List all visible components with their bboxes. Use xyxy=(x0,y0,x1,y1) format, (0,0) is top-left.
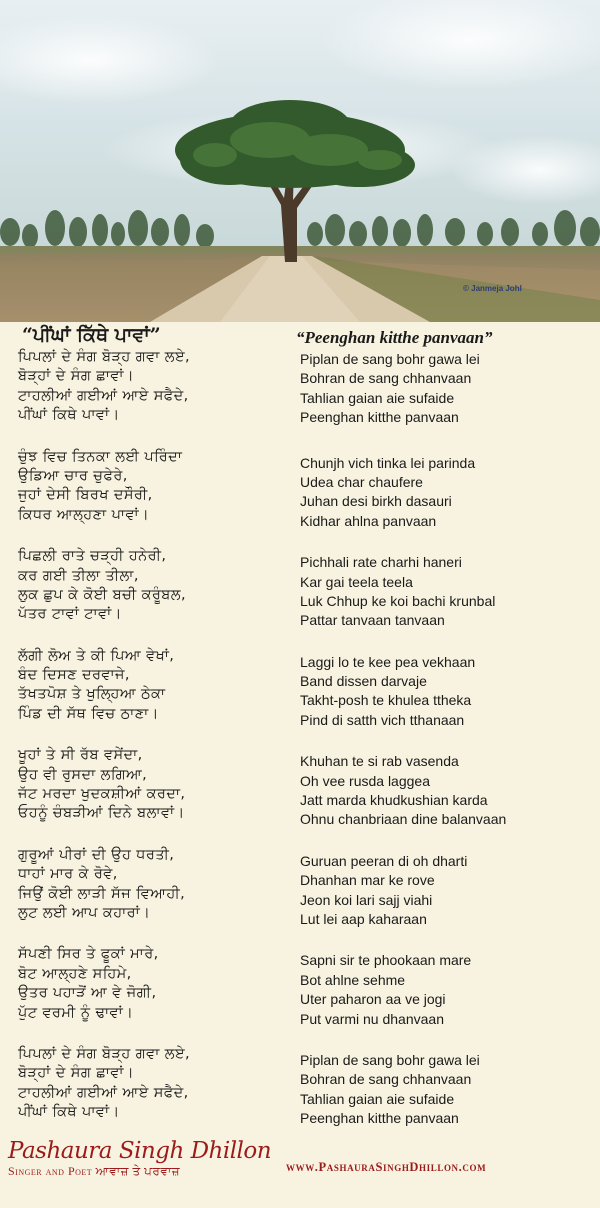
poem-line: Bohran de sang chhanvaan xyxy=(300,370,472,387)
poem-line: Tahlian gaian aie sufaide xyxy=(300,389,455,406)
poem-line: ਟਾਹਲੀਆਂ ਗਈਆਂ ਆਏ ਸਫੈਦੇ, xyxy=(18,1084,189,1101)
poem-line: ਪੁੱਟ ਵਰਮੀ ਨੂੰ ਢਾਵਾਂ। xyxy=(18,1004,134,1021)
punjabi-stanzas xyxy=(18,348,298,1123)
poem-line: Oh vee rusda laggea xyxy=(300,772,430,789)
poem-line: Jatt marda khudkushian karda xyxy=(300,792,488,809)
romanized-column xyxy=(296,322,600,1129)
stanza xyxy=(300,553,600,631)
poem-line: ਬੰਦ ਦਿਸਣ ਦਰਵਾਜੇ, xyxy=(18,667,130,684)
stanza xyxy=(18,448,298,526)
poem-line: ਕਰ ਗਈ ਤੀਲਾ ਤੀਲਾ, xyxy=(18,567,139,584)
poem-line: Ohnu chanbriaan dine balanvaan xyxy=(300,811,507,828)
poem-line: Laggi lo te kee pea vekhaan xyxy=(300,653,476,670)
poem-line: ਧਾਹਾਂ ਮਾਰ ਕੇ ਰੋਵੇ, xyxy=(18,866,118,883)
author-subtitle: Singer and Poet ਆਵਾਜ਼ ਤੇ ਪਰਵਾਜ਼ xyxy=(8,1164,181,1178)
poem-line: ਲੁਟ ਲਈ ਆਪ ਕਹਾਰਾਂ। xyxy=(18,904,151,921)
poem-line: ਪਿੰਡ ਦੀ ਸੱਥ ਵਿਚ ਠਾਣਾ। xyxy=(18,705,159,722)
poem-line: ਲੱਗੀ ਲੋਅ ਤੇ ਕੀ ਪਿਆ ਵੇਖਾਂ, xyxy=(18,647,175,664)
poem-line: Takht-posh te khulea ttheka xyxy=(300,692,472,709)
poem-line: Pattar tanvaan tanvaan xyxy=(300,612,445,629)
stanza xyxy=(18,846,298,924)
stanza xyxy=(300,752,600,830)
poem-line: ਕਿਧਰ ਆਲ੍ਹਣਾ ਪਾਵਾਂ। xyxy=(18,506,150,523)
poem-line: ਗੁਰੂਆਂ ਪੀਰਾਂ ਦੀ ਉਹ ਧਰਤੀ, xyxy=(18,846,175,863)
poem-line: ਪਿਪਲਾਂ ਦੇ ਸੰਗ ਬੋੜ੍ਹ ਗਵਾ ਲਏ, xyxy=(18,1045,191,1062)
poem-line: Bot ahlne sehme xyxy=(300,971,406,988)
poem-line: Uter paharon aa ve jogi xyxy=(300,991,446,1008)
poem-line: Bohran de sang chhanvaan xyxy=(300,1071,472,1088)
landscape-photo xyxy=(0,0,600,322)
poem-line: ਤੱਖਤਪੋਸ਼ ਤੇ ਖੁਲ੍ਹਿਆ ਠੇਕਾ xyxy=(18,686,166,703)
poem-line: Guruan peeran di oh dharti xyxy=(300,852,468,869)
poem-line: Jeon koi lari sajj viahi xyxy=(300,891,433,908)
poem-line: Piplan de sang bohr gawa lei xyxy=(300,351,480,367)
poem-line: ਜਿਉਂ ਕੋਈ ਲਾੜੀ ਸੱਜ ਵਿਆਹੀ, xyxy=(18,885,186,902)
poem-line: Khuhan te si rab vasenda xyxy=(300,753,459,770)
stanza xyxy=(300,350,600,428)
poem-line: Pichhali rate charhi haneri xyxy=(300,554,462,571)
poem-line: ਓਹਨੂੰ ਚੰਬੜੀਆਂ ਦਿਨੇ ਬਲਾਵਾਂ। xyxy=(18,805,185,822)
poem-line: ਬੋੜ੍ਹਾਂ ਦੇ ਸੰਗ ਛਾਵਾਂ। xyxy=(18,368,135,385)
stanza xyxy=(300,1051,600,1129)
poem-line: ਬੋਟ ਆਲ੍ਹਣੇ ਸਹਿਮੇ, xyxy=(18,965,132,982)
poem-line: Band dissen darvaje xyxy=(300,673,427,690)
poem-line: Sapni sir te phookaan mare xyxy=(300,952,472,969)
stanza xyxy=(300,852,600,930)
poem-line: Kar gai teela teela xyxy=(300,573,413,590)
poem-line: Dhanhan mar ke rove xyxy=(300,872,435,889)
author-signature xyxy=(8,1138,278,1188)
stanza xyxy=(18,547,298,625)
poem-line: ਪਿਛਲੀ ਰਾਤੇ ਚੜ੍ਹੀ ਹਨੇਰੀ, xyxy=(18,548,167,565)
poem-line: ਚੁੰਝ ਵਿਚ ਤਿਨਕਾ ਲਈ ਪਰਿੰਦਾ xyxy=(18,448,183,465)
poem-title-romanized: “Peenghan kitthe panvaan” xyxy=(296,328,493,347)
tree-landscape-image xyxy=(0,0,600,322)
stanza xyxy=(18,647,298,725)
poem-line: Peenghan kitthe panvaan xyxy=(300,1110,459,1127)
photo-credit: © Janmeja Johl xyxy=(463,284,522,293)
poem-line: ਲੁਕ ਛੁਪ ਕੇ ਕੋਈ ਬਚੀ ਕਰੂੰਬਲ, xyxy=(18,586,186,603)
romanized-stanzas xyxy=(300,350,600,1129)
poem-line: ਪਿਪਲਾਂ ਦੇ ਸੰਗ ਬੋੜ੍ਹ ਗਵਾ ਲਏ, xyxy=(18,349,191,365)
poem-line: ਪੱਤਰ ਟਾਵਾਂ ਟਾਵਾਂ। xyxy=(18,606,122,623)
poem-line: ਟਾਹਲੀਆਂ ਗਈਆਂ ਆਏ ਸਫੈਦੇ, xyxy=(18,387,189,404)
poem-line: ਪੀਂਘਾਂ ਕਿਥੇ ਪਾਵਾਂ। xyxy=(18,1104,120,1121)
poem-line: ਉਡਿਆ ਚਾਰ ਚੁਫੇਰੇ, xyxy=(18,467,128,484)
poem-line: Put varmi nu dhanvaan xyxy=(300,1010,444,1027)
poem-line: ਉਹ ਵੀ ਰੁਸਦਾ ਲਗਿਆ, xyxy=(18,766,148,783)
author-name: Pashaura Singh Dhillon xyxy=(8,1138,272,1164)
stanza xyxy=(300,951,600,1029)
poem-line: ਸੱਪਣੀ ਸਿਰ ਤੇ ਫੂਕਾਂ ਮਾਰੇ, xyxy=(18,946,159,963)
poem-line: Lut lei aap kaharaan xyxy=(300,910,427,927)
poem-line: Luk Chhup ke koi bachi krunbal xyxy=(300,592,496,609)
poem-line: ਪੀਂਘਾਂ ਕਿਥੇ ਪਾਵਾਂ। xyxy=(18,407,120,424)
stanza xyxy=(18,945,298,1023)
punjabi-column xyxy=(18,322,298,1123)
stanza xyxy=(300,454,600,532)
website-link[interactable]: www.PashauraSinghDhillon.com xyxy=(286,1160,487,1174)
poem-line: Tahlian gaian aie sufaide xyxy=(300,1090,455,1107)
stanza xyxy=(18,348,298,426)
poem-line: Pind di satth vich tthanaan xyxy=(300,711,465,728)
poem-line: Udea char chaufere xyxy=(300,473,423,490)
stanza xyxy=(300,653,600,731)
poem-line: ਜੁਹਾਂ ਦੇਸੀ ਬਿਰਖ ਦਸੌਰੀ, xyxy=(18,487,153,504)
poem-line: ਉਤਰ ਪਹਾੜੋਂ ਆ ਵੇ ਜੋਗੀ, xyxy=(18,985,157,1002)
poem-line: Juhan desi birkh dasauri xyxy=(300,493,452,510)
poem-line: Piplan de sang bohr gawa lei xyxy=(300,1051,480,1068)
poem-title-punjabi: “ਪੀਂਘਾਂ ਕਿੱਥੇ ਪਾਵਾਂ” xyxy=(22,324,161,346)
poem-line: ਜੱਟ ਮਰਦਾ ਖੁਦਕਸ਼ੀਆਂ ਕਰਦਾ, xyxy=(18,786,186,803)
poem-line: Peenghan kitthe panvaan xyxy=(300,409,459,426)
stanza xyxy=(18,1045,298,1123)
poem-line: ਖੂਹਾਂ ਤੇ ਸੀ ਰੱਬ ਵਸੇਂਦਾ, xyxy=(18,747,143,764)
poem-line: ਬੋੜ੍ਹਾਂ ਦੇ ਸੰਗ ਛਾਵਾਂ। xyxy=(18,1065,135,1082)
stanza xyxy=(18,746,298,824)
poem-line: Kidhar ahlna panvaan xyxy=(300,512,437,529)
poem-line: Chunjh vich tinka lei parinda xyxy=(300,454,476,471)
